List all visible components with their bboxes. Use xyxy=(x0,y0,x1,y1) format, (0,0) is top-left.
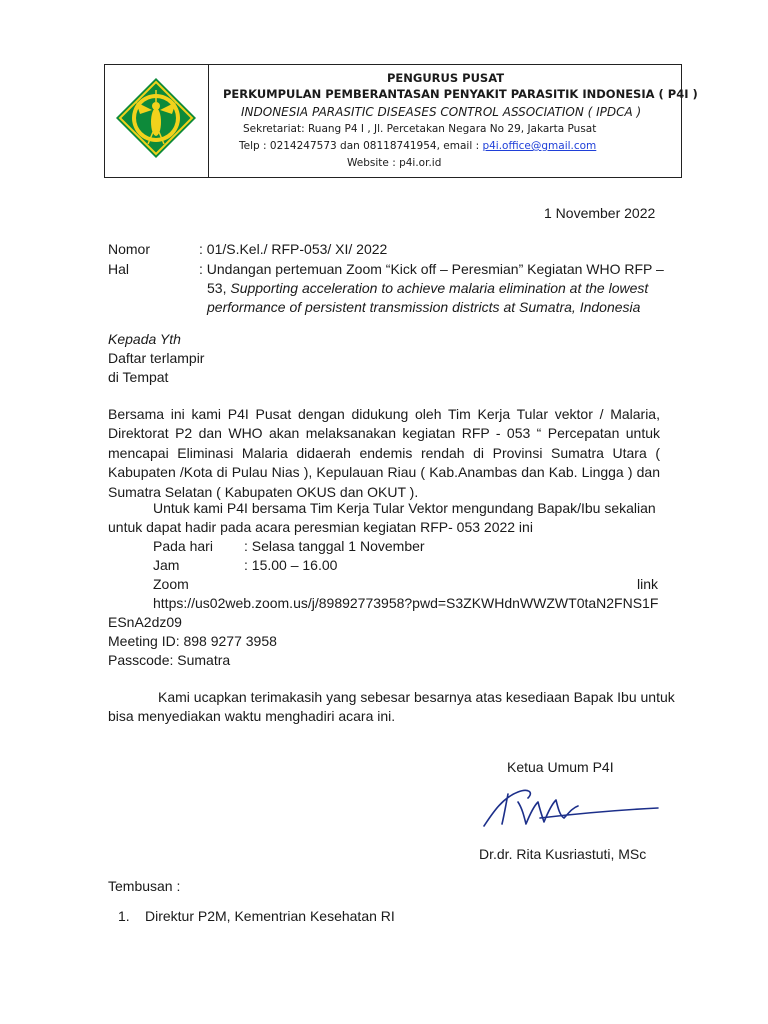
hari-label: Pada hari xyxy=(153,538,213,554)
body-paragraph-1: Bersama ini kami P4I Pusat dengan didukung oleh Tim Kerja Tular vektor / Malaria, Direktorat P2 dan WHO akan melaksanakan kegiatan RFP - 053 “ Percepatan untuk mencapai Eliminasi Malaria didaerah endemis rendah di Provinsi Sumatra Utara ( Kabupaten /Kota di Pulau Nias ), Kepulauan Riau ( Kab.Anambas dan Kab. Lingga ) dan Sumatra Selatan ( Kabupaten OKUS dan OKUT ). xyxy=(108,406,660,500)
zoom-label: Zoom xyxy=(153,576,189,592)
letterhead xyxy=(104,64,698,178)
nomor-value: : 01/S.Kel./ RFP-053/ XI/ 2022 xyxy=(199,241,388,257)
thanks-line2: bisa menyediakan waktu menghadiri acara ini. xyxy=(108,708,396,724)
cc-number: 1. xyxy=(118,908,130,924)
letter-date: 1 November 2022 xyxy=(544,205,656,221)
daftar-terlampir: Daftar terlampir xyxy=(108,350,205,366)
letterhead-website: Website : p4i.or.id xyxy=(347,157,442,169)
signatory-name: Dr.dr. Rita Kusriastuti, MSc xyxy=(479,846,647,862)
link-label: link xyxy=(637,576,659,592)
letterhead-org-name: PERKUMPULAN PEMBERANTASAN PENYAKIT PARASITIK INDONESIA ( P4I ) xyxy=(223,87,698,101)
body-paragraph-2-line1: Untuk kami P4I bersama Tim Kerja Tular Vektor mengundang Bapak/Ibu sekalian xyxy=(153,500,656,516)
letterhead-phone: Telp : 0214247573 dan 08118741954, email : xyxy=(239,140,483,152)
hal-line3: performance of persistent transmission districts at Sumatra, Indonesia xyxy=(207,299,641,315)
hari-value: : Selasa tanggal 1 November xyxy=(244,538,425,554)
ketua-title: Ketua Umum P4I xyxy=(507,759,614,775)
jam-value: : 15.00 – 16.00 xyxy=(244,557,338,573)
tembusan-label: Tembusan : xyxy=(108,878,181,894)
passcode: Passcode: Sumatra xyxy=(108,652,231,668)
body-paragraph-2-line2: untuk dapat hadir pada acara peresmian kegiatan RFP- 053 2022 ini xyxy=(108,519,533,535)
hal-line1: : Undangan pertemuan Zoom “Kick off – Peresmian” Kegiatan WHO RFP – xyxy=(199,261,664,277)
hal-line2-plain: 53, xyxy=(207,280,231,296)
logo-cell xyxy=(105,65,209,177)
cc-item: Direktur P2M, Kementrian Kesehatan RI xyxy=(145,908,395,924)
hal-label: Hal xyxy=(108,261,130,277)
jam-label: Jam xyxy=(153,557,180,573)
letterhead-line1: PENGURUS PUSAT xyxy=(387,71,505,85)
letterhead-address: Sekretariat: Ruang P4 I , Jl. Percetakan Negara No 29, Jakarta Pusat xyxy=(243,123,597,135)
meeting-id: Meeting ID: 898 9277 3958 xyxy=(108,633,277,649)
p4i-logo-icon xyxy=(114,76,198,160)
di-tempat: di Tempat xyxy=(108,369,169,385)
hal-line2 xyxy=(207,279,648,298)
zoom-url-line2[interactable]: ESnA2dz09 xyxy=(108,614,182,630)
signature-icon xyxy=(478,784,662,832)
letterhead-org-english: INDONESIA PARASITIC DISEASES CONTROL ASSOCIATION ( IPDCA ) xyxy=(241,105,642,119)
hal-line2-italic: Supporting acceleration to achieve malaria elimination at the lowest xyxy=(230,280,649,296)
thanks-line1: Kami ucapkan terimakasih yang sebesar besarnya atas kesediaan Bapak Ibu untuk xyxy=(158,689,675,705)
nomor-label: Nomor xyxy=(108,241,151,257)
kepada-yth: Kepada Yth xyxy=(108,331,181,347)
email-link[interactable]: p4i.office@gmail.com xyxy=(482,140,597,152)
letterhead-contact xyxy=(239,140,596,152)
zoom-url-line1[interactable]: https://us02web.zoom.us/j/89892773958?pwd=S3ZKWHdnWWZWT0taN2FNS1F xyxy=(153,595,659,611)
